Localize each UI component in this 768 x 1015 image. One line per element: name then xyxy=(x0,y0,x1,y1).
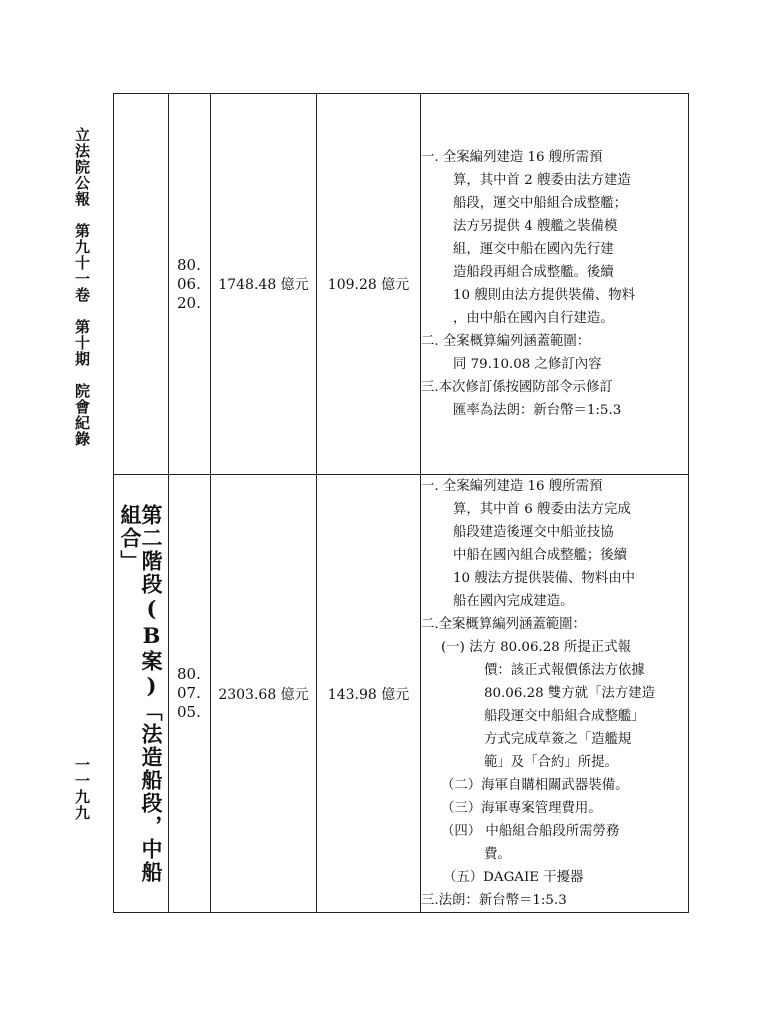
note-line: 船在國內完成建造。 xyxy=(453,594,574,609)
note-line: 10 艘法方提供裝備、物料由中 xyxy=(453,571,635,586)
note-line: 同 79.10.08 之修訂內容 xyxy=(453,357,602,372)
sub-item-heading: （二）海軍自購相關武器裝備。 xyxy=(441,778,629,793)
total-budget: 2303.68 億元 xyxy=(211,475,317,913)
sub-item-heading: （四） 中船組合船段所需勞務 xyxy=(441,824,620,839)
sub-item-heading: (一) 法方 80.06.28 所提正式報 xyxy=(441,640,631,655)
sub-item-heading: （五）DAGAIE 干擾器 xyxy=(443,870,584,885)
note-line: 造船段再組合成整艦。後續 xyxy=(453,265,614,280)
table-row xyxy=(114,94,689,475)
note-line: 中船在國內組合成整艦；後續 xyxy=(453,548,628,563)
total-budget: 1748.48 億元 xyxy=(211,94,317,475)
note-heading: 一. 全案編列建造 16 艘所需預 xyxy=(421,479,603,494)
notes-cell xyxy=(421,475,689,913)
page-number: 一一九九 xyxy=(73,757,91,821)
note-heading: 二.全案概算編列涵蓋範圍： xyxy=(421,617,586,632)
note-line: 組，運交中船在國內先行建 xyxy=(453,242,614,257)
note-line: 算，其中首 6 艘委由法方完成 xyxy=(453,502,631,517)
note-line: ，由中船在國內自行建造。 xyxy=(453,311,614,326)
stage-cell xyxy=(114,94,169,475)
note-line: 算，其中首 2 艘委由法方建造 xyxy=(453,173,631,188)
date-cell xyxy=(169,475,211,913)
date-line: 80. xyxy=(177,665,201,683)
note-line: 匯率為法朗：新台幣＝1:5.3 xyxy=(453,403,622,418)
sub-item-line: 費。 xyxy=(484,847,511,862)
annual-budget: 109.28 億元 xyxy=(317,94,421,475)
date-line: 20. xyxy=(177,293,201,312)
journal-header-vertical: 立法院公報 第九十一卷 第十期 院會紀錄 xyxy=(73,127,91,447)
note-line: 船段，運交中船組合成整艦； xyxy=(453,196,628,211)
note-heading: 一. 全案編列建造 16 艘所需預 xyxy=(421,150,603,165)
date-line: 05. xyxy=(177,703,201,721)
date-cell xyxy=(169,94,211,475)
table-row xyxy=(114,475,689,913)
date-line: 80. xyxy=(177,255,201,274)
stage-cell xyxy=(114,475,169,913)
sub-item-line: 價：該正式報價係法方依據 xyxy=(484,663,645,678)
sub-item-heading: （三）海軍專案管理費用。 xyxy=(441,801,602,816)
note-line: 10 艘則由法方提供裝備、物料 xyxy=(453,288,635,303)
sub-item-line: 範」及「合約」所提。 xyxy=(484,755,618,770)
note-heading: 三.本次修訂係按國防部令示修訂 xyxy=(421,380,613,395)
stage-label: 第二階段(B案)「法造船段，中船組合」 xyxy=(118,503,164,884)
budget-table xyxy=(113,93,689,913)
sub-item-line: 船段運交中船組合成整艦」 xyxy=(484,709,645,724)
note-heading: 二. 全案概算編列涵蓋範圍： xyxy=(421,334,591,349)
date-line: 06. xyxy=(177,274,201,293)
notes-cell xyxy=(421,94,689,475)
sub-item-line: 方式完成草簽之「造艦規 xyxy=(484,732,632,747)
note-line: 法方另提供 4 艘艦之裝備模 xyxy=(453,219,618,234)
sub-item-line: 80.06.28 雙方就「法方建造 xyxy=(484,686,656,701)
note-heading: 三.法朗：新台幣＝1:5.3 xyxy=(421,893,567,908)
date-line: 07. xyxy=(177,684,201,702)
note-line: 船段建造後運交中船並技協 xyxy=(453,525,614,540)
annual-budget: 143.98 億元 xyxy=(317,475,421,913)
